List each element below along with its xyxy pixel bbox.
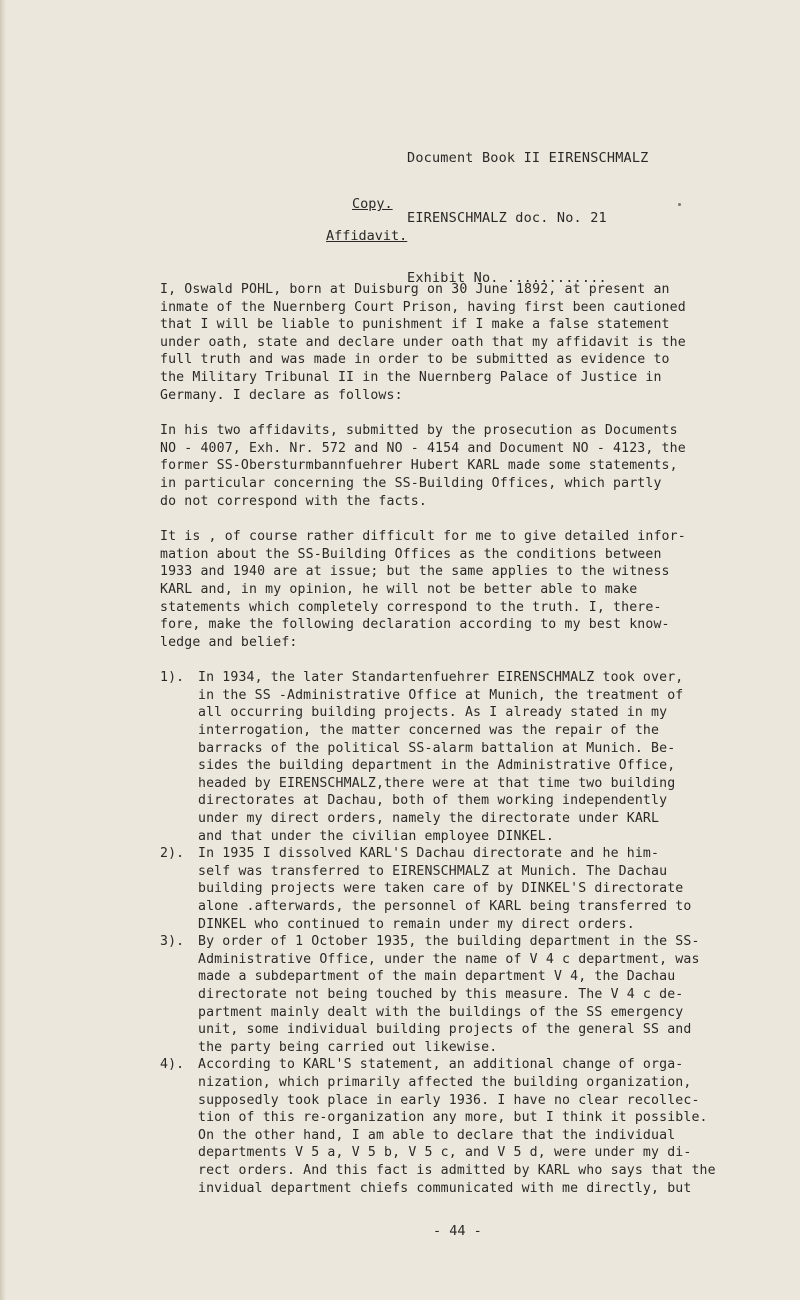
text-line: mation about the SS-Building Offices as the conditions between: [160, 546, 662, 562]
paragraph-intro: [160, 281, 780, 404]
text-line: former SS-Obersturmbannfuehrer Hubert KARL made some statements,: [160, 458, 678, 474]
text-line: tion of this re-organization any more, but I think it possible.: [198, 1110, 708, 1126]
text-line: alone .afterwards, the personnel of KARL being transferred to: [198, 899, 692, 914]
text-line: nization, which primarily affected the building organization,: [198, 1074, 692, 1090]
text-line: NO - 4007, Exh. Nr. 572 and NO - 4154 and Document NO - 4123, the: [160, 440, 686, 456]
text-line: directorates at Dachau, both of them working independently: [198, 793, 668, 809]
paper-speck: [678, 203, 681, 206]
exhibit-number-line: Exhibit No. ............: [407, 270, 607, 286]
item-number: 4).: [160, 1057, 185, 1073]
text-line: inmate of the Nuernberg Court Prison, having first been cautioned: [160, 299, 686, 315]
page-number: - 44 -: [433, 1223, 482, 1240]
text-line: KARL and, in my opinion, he will not be better able to make: [160, 581, 638, 597]
text-line: under my direct orders, namely the directorate under KARL: [198, 811, 660, 827]
text-line: partment mainly dealt with the buildings of the SS emergency: [198, 1004, 684, 1020]
text-line: in the SS -Administrative Office at Munich, the treatment of: [198, 687, 684, 703]
paragraph-affidavits: [160, 422, 780, 510]
text-line: 1933 and 1940 are at issue; but the same applies to the witness: [160, 564, 670, 580]
text-line: directorate not being touched by this measure. The V 4 c de-: [198, 986, 684, 1002]
item-number: 3).: [160, 934, 185, 950]
text-line: the Military Tribunal II in the Nuernberg Palace of Justice in: [160, 369, 662, 385]
list-item: [160, 933, 780, 1056]
text-line: interrogation, the matter concerned was the repair of the: [198, 723, 660, 739]
text-line: In 1934, the later Standartenfuehrer EIRENSCHMALZ took over,: [198, 670, 684, 686]
list-item: [160, 845, 780, 933]
text-line: statements which completely correspond to the truth. I, there-: [160, 599, 662, 615]
text-line: According to KARL'S statement, an additional change of orga-: [198, 1057, 684, 1073]
text-line: the party being carried out likewise.: [198, 1039, 498, 1055]
text-line: under oath, state and declare under oath that my affidavit is the: [160, 334, 686, 350]
item-number: 1).: [160, 670, 185, 686]
document-number-line: EIRENSCHMALZ doc. No. 21: [407, 210, 607, 226]
list-item: [160, 1056, 780, 1197]
text-line: barracks of the political SS-alarm battalion at Munich. Be-: [198, 740, 676, 756]
text-line: In 1935 I dissolved KARL'S Dachau directorate and he him-: [198, 846, 660, 862]
copy-label: Copy.: [352, 196, 393, 212]
text-line: building projects were taken care of by DINKEL'S directorate: [198, 881, 684, 897]
text-line: ledge and belief:: [160, 634, 298, 650]
text-line: do not correspond with the facts.: [160, 493, 427, 509]
text-line: made a subdepartment of the main department V 4, the Dachau: [198, 969, 676, 985]
text-line: I, Oswald POHL, born at Duisburg on 30 June 1892, at present an: [160, 282, 670, 297]
text-line: departments V 5 a, V 5 b, V 5 c, and V 5 d, were under my di-: [198, 1145, 692, 1161]
list-item: [160, 669, 780, 845]
text-line: that I will be liable to punishment if I make a false statement: [160, 317, 670, 333]
text-line: Germany. I declare as follows:: [160, 387, 403, 403]
text-line: self was transferred to EIRENSCHMALZ at Munich. The Dachau: [198, 863, 668, 879]
text-line: By order of 1 October 1935, the building department in the SS-: [198, 934, 700, 950]
text-line: in particular concerning the SS-Building Offices, which partly: [160, 475, 662, 491]
text-line: Administrative Office, under the name of V 4 c department, was: [198, 951, 700, 967]
text-line: supposedly took place in early 1936. I have no clear recollec-: [198, 1092, 700, 1108]
text-line: In his two affidavits, submitted by the prosecution as Documents: [160, 423, 678, 439]
text-line: and that under the civilian employee DINKEL.: [198, 828, 554, 844]
text-line: fore, make the following declaration according to my best know-: [160, 617, 670, 633]
text-line: all occurring building projects. As I already stated in my: [198, 705, 668, 721]
text-line: It is , of course rather difficult for me to give detailed infor-: [160, 529, 686, 545]
document-book-line: Document Book II EIRENSCHMALZ: [407, 150, 649, 166]
text-line: DINKEL who continued to remain under my direct orders.: [198, 916, 635, 932]
text-line: rect orders. And this fact is admitted by KARL who says that the: [198, 1162, 716, 1178]
text-line: unit, some individual building projects of the general SS and: [198, 1022, 692, 1038]
text-line: full truth and was made in order to be submitted as evidence to: [160, 352, 670, 368]
numbered-list: [160, 669, 780, 1197]
paragraph-declaration: [160, 528, 780, 651]
affidavit-body: [160, 281, 780, 1197]
text-line: On the other hand, I am able to declare that the individual: [198, 1127, 676, 1143]
text-line: headed by EIRENSCHMALZ,there were at that time two building: [198, 775, 676, 791]
affidavit-title: Affidavit.: [326, 228, 408, 244]
text-line: sides the building department in the Administrative Office,: [198, 758, 676, 774]
text-line: invidual department chiefs communicated with me directly, but: [198, 1180, 692, 1196]
item-number: 2).: [160, 846, 185, 862]
